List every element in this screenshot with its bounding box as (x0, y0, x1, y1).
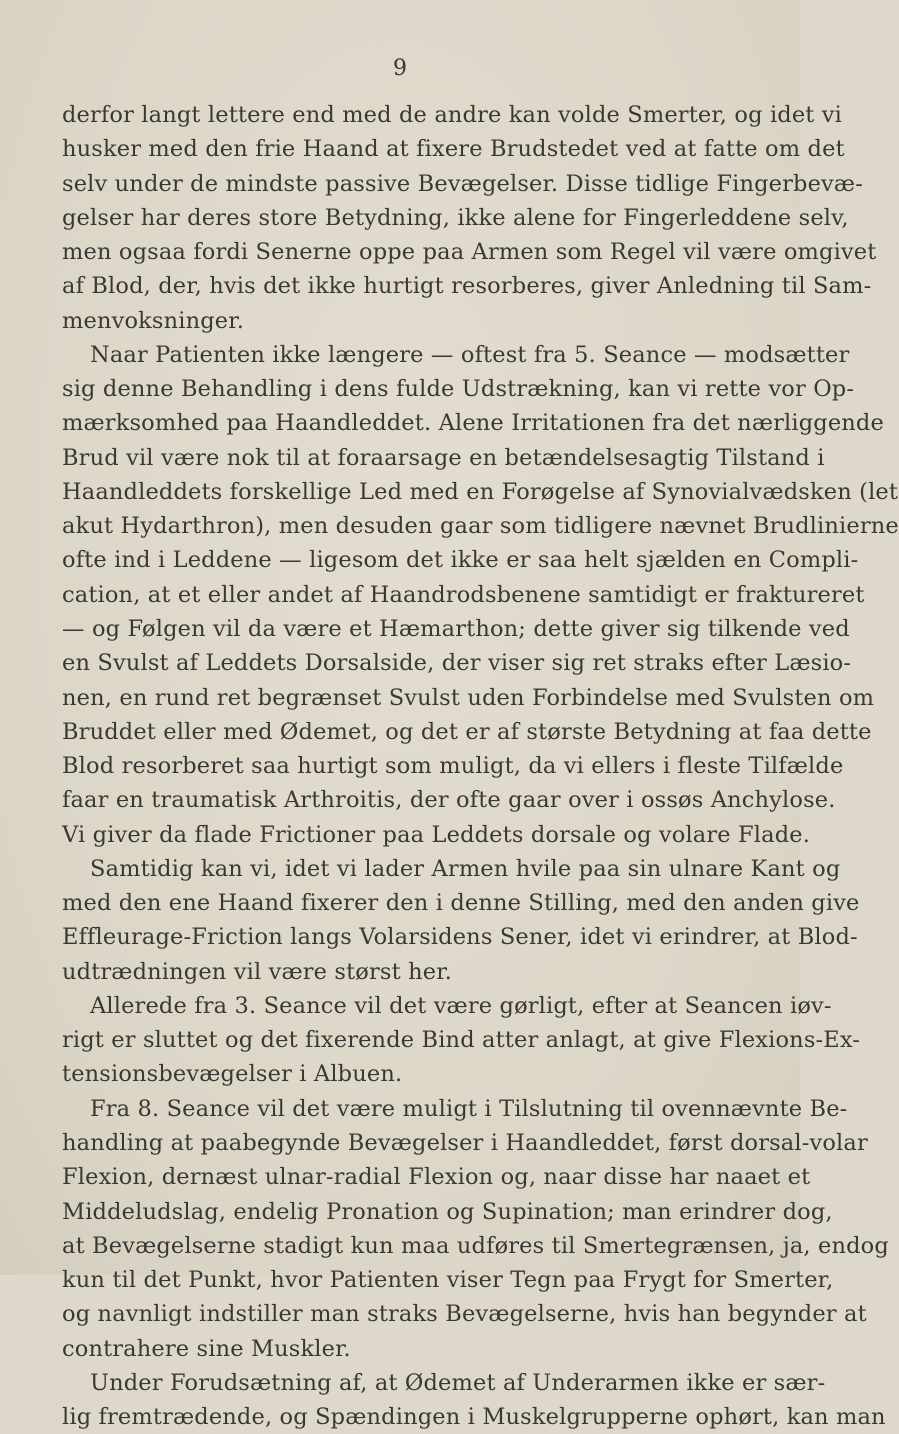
paragraph (62, 989, 861, 1092)
paragraph (62, 1366, 886, 1434)
text-line: af Blod, der, hvis det ikke hurtigt resorberes, giver Anledning til Sam- (62, 273, 872, 300)
text-line: Middeludslag, endelig Pronation og Supination; man erindrer dog, (62, 1198, 833, 1225)
text-line: Effleurage-Friction langs Volarsidens Sener, idet vi erindrer, at Blod- (62, 924, 858, 951)
text-line: contrahere sine Muskler. (62, 1335, 351, 1362)
text-line: en Svulst af Leddets Dorsalside, der viser sig ret straks efter Læsio- (62, 650, 852, 677)
text-line: akut Hydarthron), men desuden gaar som tidligere nævnet Brudlinierne (62, 513, 899, 540)
text-line: ofte ind i Leddene — ligesom det ikke er saa helt sjælden en Compli- (62, 547, 859, 574)
text-line: nen, en rund ret begrænset Svulst uden Forbindelse med Svulsten om (62, 684, 875, 711)
text-line: Naar Patienten ikke længere — oftest fra 5. Seance — modsætter (90, 341, 850, 368)
text-line: faar en traumatisk Arthroitis, der ofte gaar over i ossøs Anchylose. (62, 787, 836, 814)
text-line: lig fremtrædende, og Spændingen i Muskelgrupperne ophørt, kan man (62, 1404, 886, 1431)
text-line: — og Følgen vil da være et Hæmarthon; dette giver sig tilkende ved (62, 615, 850, 642)
text-line: Haandleddets forskellige Led med en Forøgelse af Synovialvædsken (let (62, 478, 899, 505)
text-line: udtrædningen vil være størst her. (62, 958, 452, 985)
text-line: Bruddet eller med Ødemet, og det er af største Betydning at faa dette (62, 718, 872, 745)
text-line: Allerede fra 3. Seance vil det være gørligt, efter at Seancen iøv- (90, 992, 832, 1019)
text-line: Fra 8. Seance vil det være muligt i Tilslutning til ovennævnte Be- (90, 1095, 848, 1122)
text-line: mærksomhed paa Haandleddet. Alene Irritationen fra det nærliggende (62, 410, 884, 437)
text-line: Flexion, dernæst ulnar-radial Flexion og, naar disse har naaet et (62, 1164, 811, 1191)
text-line: menvoksninger. (62, 307, 245, 334)
page-number: 9 (393, 56, 407, 81)
text-line: tensionsbevægelser i Albuen. (62, 1061, 403, 1088)
text-line: Under Forudsætning af, at Ødemet af Underarmen ikke er sær- (90, 1369, 826, 1396)
text-line: sig denne Behandling i dens fulde Udstrækning, kan vi rette vor Op- (62, 376, 855, 403)
body-text (62, 98, 899, 1434)
text-line: cation, at et eller andet af Haandrodsbenene samtidigt er fraktureret (62, 581, 865, 608)
paragraph (62, 1092, 889, 1366)
paragraph (62, 338, 899, 852)
text-line: Vi giver da flade Frictioner paa Leddets dorsale og volare Flade. (62, 821, 811, 848)
paragraph (62, 852, 860, 989)
text-line: selv under de mindste passive Bevægelser. Disse tidlige Fingerbevæ- (62, 170, 863, 197)
text-line: Brud vil være nok til at foraarsage en betændelsesagtig Tilstand i (62, 444, 825, 471)
text-line: at Bevægelserne stadigt kun maa udføres til Smertegrænsen, ja, endog (62, 1232, 889, 1259)
text-line: derfor langt lettere end med de andre kan volde Smerter, og idet vi (62, 102, 843, 128)
text-line: handling at paabegynde Bevægelser i Haandleddet, først dorsal-volar (62, 1129, 868, 1156)
text-line: med den ene Haand fixerer den i denne Stilling, med den anden give (62, 890, 860, 917)
text-line: kun til det Punkt, hvor Patienten viser Tegn paa Frygt for Smerter, (62, 1267, 834, 1294)
text-line: Samtidig kan vi, idet vi lader Armen hvile paa sin ulnare Kant og (90, 855, 841, 882)
text-line: Blod resorberet saa hurtigt som muligt, da vi ellers i fleste Tilfælde (62, 753, 844, 780)
text-line: rigt er sluttet og det fixerende Bind atter anlagt, at give Flexions-Ex- (62, 1027, 861, 1054)
paragraph (62, 98, 877, 338)
text-line: husker med den frie Haand at fixere Brudstedet ved at fatte om det (62, 136, 845, 163)
text-line: og navnligt indstiller man straks Bevægelserne, hvis han begynder at (62, 1301, 867, 1328)
text-line: gelser har deres store Betydning, ikke alene for Fingerleddene selv, (62, 204, 849, 231)
text-line: men ogsaa fordi Senerne oppe paa Armen som Regel vil være omgivet (62, 239, 877, 266)
